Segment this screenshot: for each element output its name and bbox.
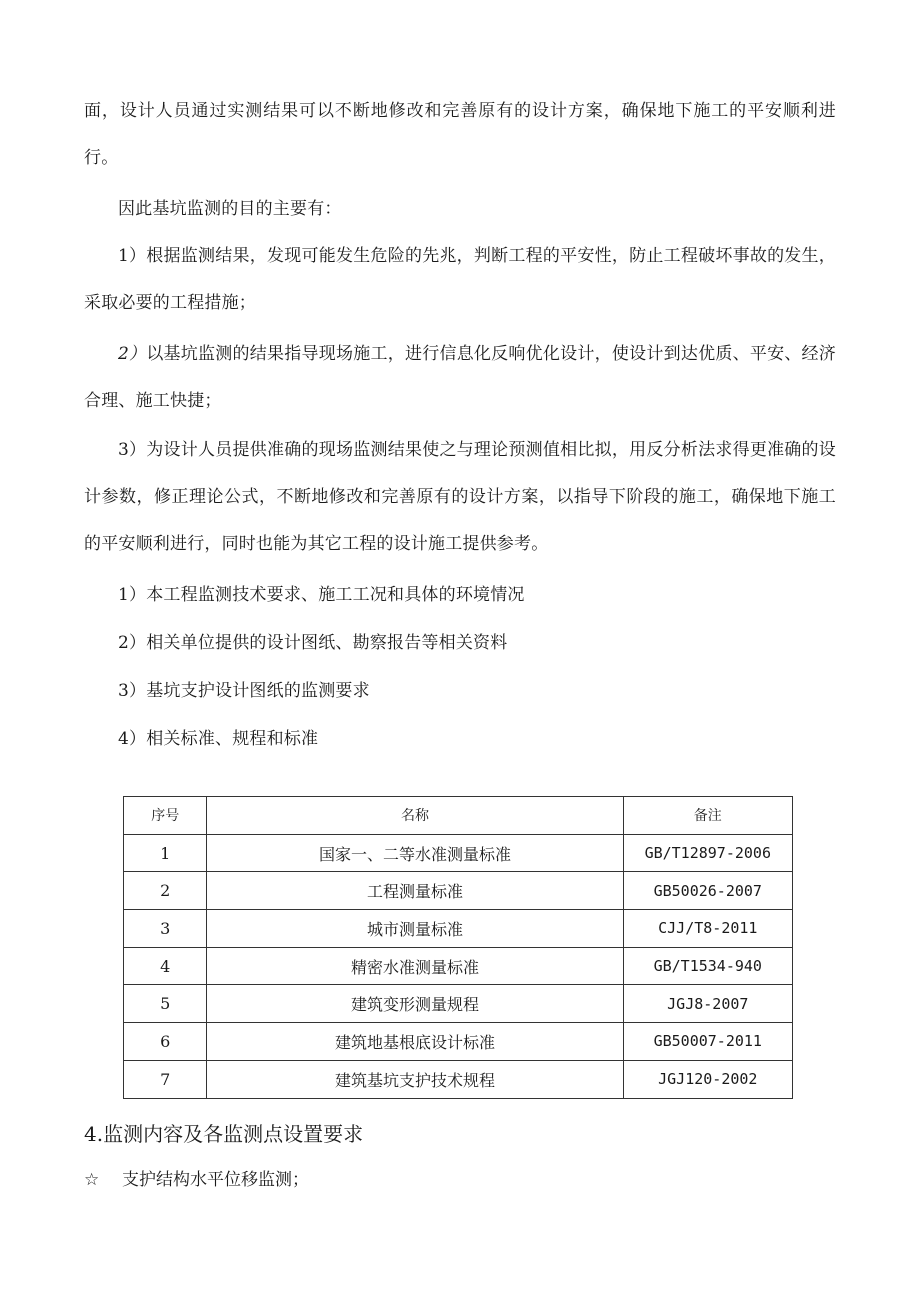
list-text: 以基坑监测的结果指导现场施工，进行信息化反响优化设计，使设计到达优质、平安、经济合理、施工快捷； <box>84 344 837 411</box>
table-row <box>124 910 793 948</box>
cell-index: 6 <box>124 1023 207 1061</box>
section-heading: 4.监测内容及各监测点设置要求 <box>84 1122 364 1146</box>
cell-note: GB50026-2007 <box>623 872 792 910</box>
paragraph-purpose-intro: 因此基坑监测的目的主要有： <box>118 199 342 219</box>
cell-name: 建筑基坑支护技术规程 <box>207 1060 623 1098</box>
table-header-row <box>124 797 793 835</box>
cell-name: 城市测量标准 <box>207 910 623 948</box>
cell-note: JGJ8-2007 <box>623 985 792 1023</box>
cell-note: GB/T1534-940 <box>623 947 792 985</box>
header-note: 备注 <box>623 797 792 835</box>
cell-note: JGJ120-2002 <box>623 1060 792 1098</box>
table-row <box>124 872 793 910</box>
cell-note: GB/T12897-2006 <box>623 834 792 872</box>
cell-index: 3 <box>124 910 207 948</box>
table-row <box>124 947 793 985</box>
paragraph-purpose-1: 1）根据监测结果，发现可能发生危险的先兆，判断工程的平安性，防止工程破坏事故的发生，采取必要的工程措施； <box>84 246 836 313</box>
paragraph-purpose-2 <box>84 331 836 425</box>
cell-name: 建筑地基根底设计标准 <box>207 1023 623 1061</box>
monitoring-item <box>84 1158 309 1202</box>
cell-index: 2 <box>124 872 207 910</box>
cell-index: 5 <box>124 985 207 1023</box>
basis-list-item: 2）相关单位提供的设计图纸、勘察报告等相关资料 <box>118 633 508 653</box>
cell-index: 7 <box>124 1060 207 1098</box>
table-row <box>124 1060 793 1098</box>
monitoring-item-text: 支护结构水平位移监测； <box>122 1170 309 1190</box>
basis-list-item: 1）本工程监测技术要求、施工工况和具体的环境情况 <box>118 585 525 605</box>
header-name: 名称 <box>207 797 623 835</box>
cell-name: 国家一、二等水准测量标准 <box>207 834 623 872</box>
table-row <box>124 1023 793 1061</box>
table-row <box>124 834 793 872</box>
cell-index: 4 <box>124 947 207 985</box>
star-outline-icon: ☆ <box>84 1170 100 1190</box>
cell-index: 1 <box>124 834 207 872</box>
cell-name: 工程测量标准 <box>207 872 623 910</box>
cell-note: GB50007-2011 <box>623 1023 792 1061</box>
cell-name: 建筑变形测量规程 <box>207 985 623 1023</box>
cell-note: CJJ/T8-2011 <box>623 910 792 948</box>
standards-table <box>123 796 793 1099</box>
cell-name: 精密水准测量标准 <box>207 947 623 985</box>
basis-list-item: 3）基坑支护设计图纸的监测要求 <box>118 681 370 701</box>
header-index: 序号 <box>124 797 207 835</box>
paragraph-purpose-3: 3）为设计人员提供准确的现场监测结果使之与理论预测值相比拟，用反分析法求得更准确的设计参数，修正理论公式，不断地修改和完善原有的设计方案，以指导下阶段的施工，确保地下施工的平安顺利进行，同时也能为其它工程的设计施工提供参考。 <box>84 440 836 554</box>
paragraph-continuation: 面，设计人员通过实测结果可以不断地修改和完善原有的设计方案，确保地下施工的平安顺利进行。 <box>84 101 836 168</box>
list-number: 2） <box>118 344 147 364</box>
basis-list-item: 4）相关标准、规程和标准 <box>118 729 319 749</box>
table-row <box>124 985 793 1023</box>
